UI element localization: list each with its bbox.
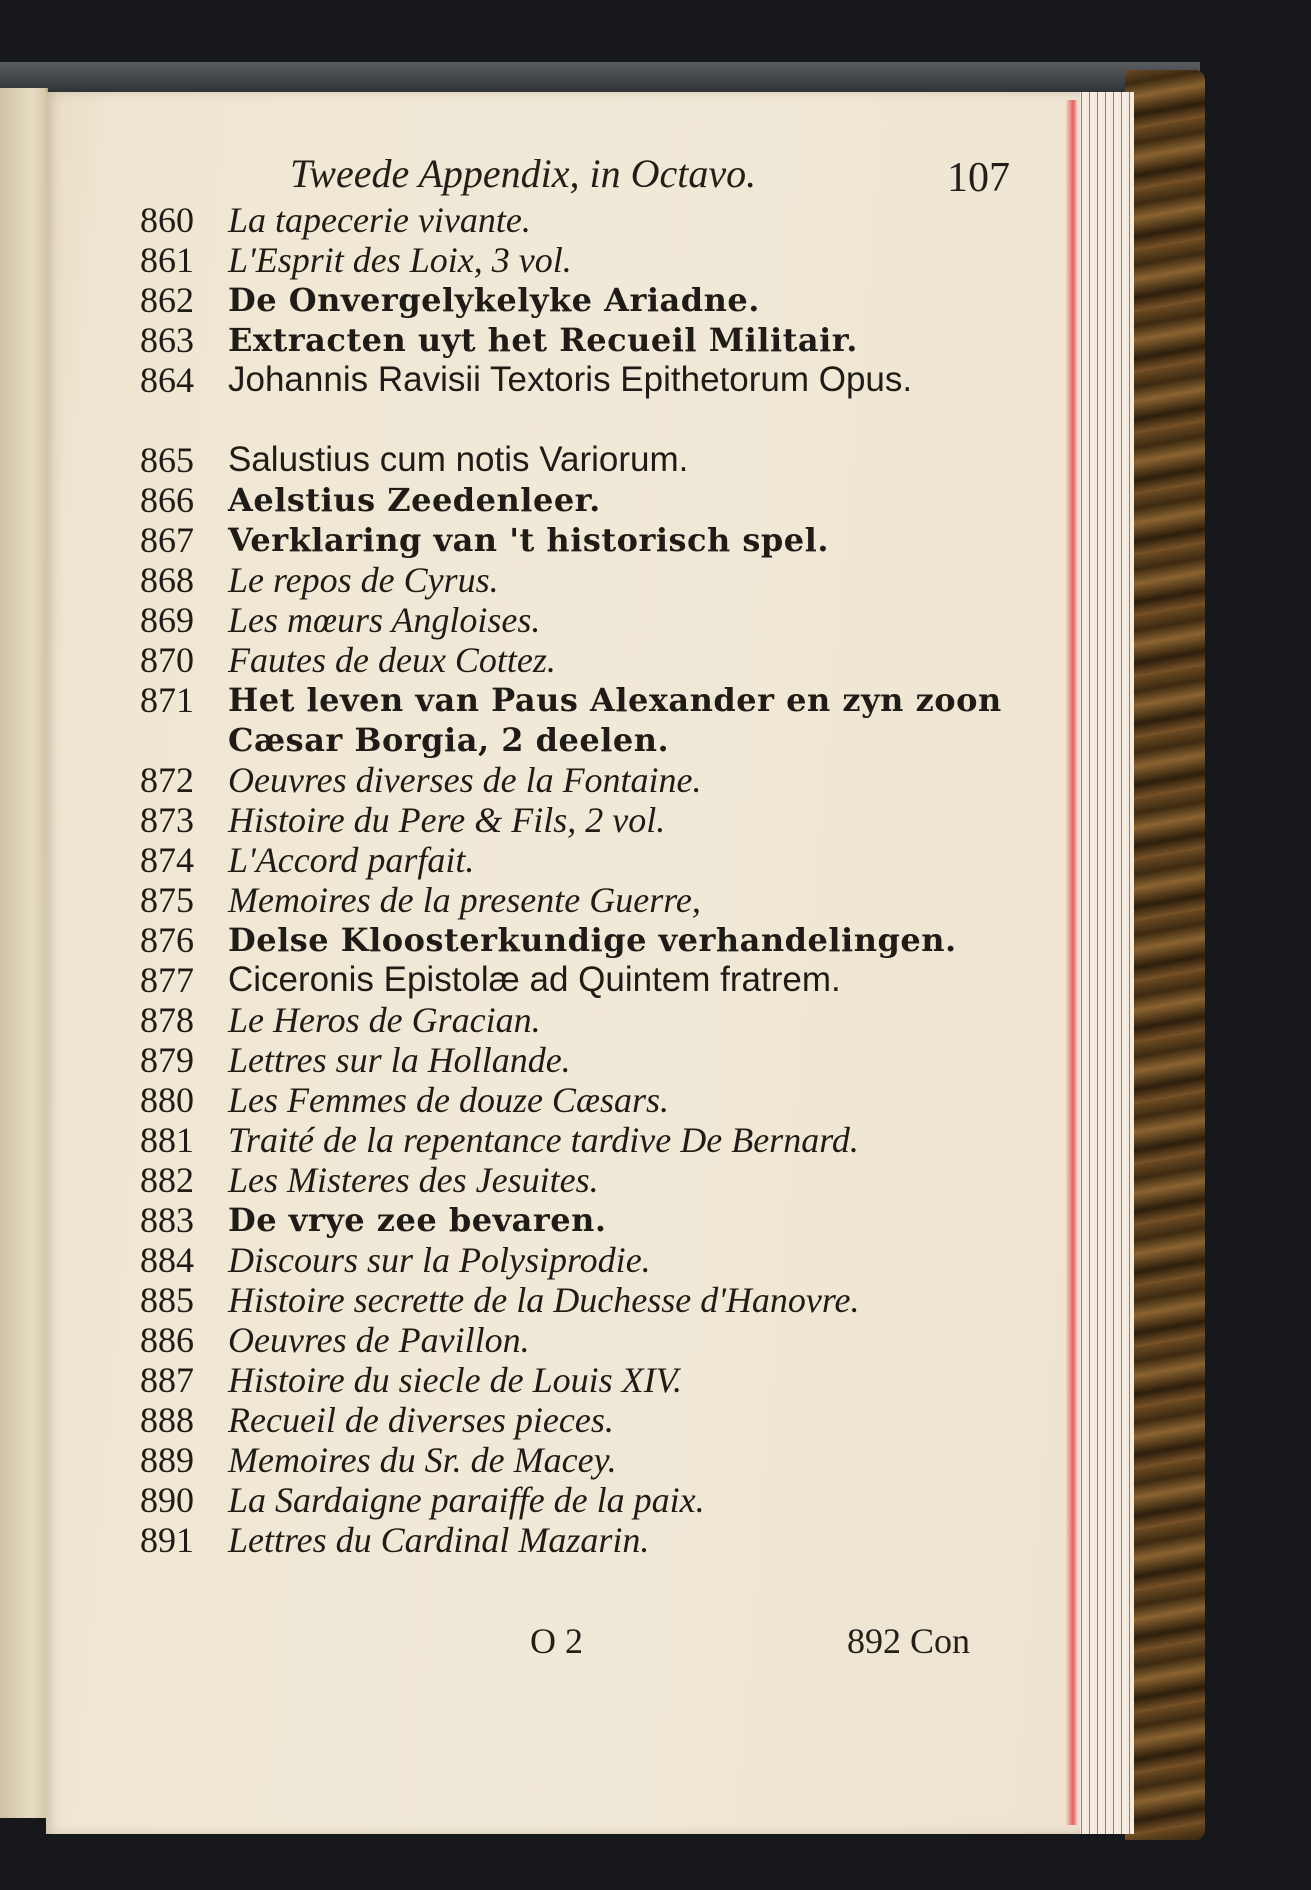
list-item [140,480,1020,520]
page-number: 107 [947,155,1010,201]
entry-title: Johannis Ravisii Textoris Epithetorum Opus. [228,360,913,399]
entry-title: L'Accord parfait. [228,840,475,880]
list-item [140,960,1020,1000]
entry-number: 862 [140,280,194,320]
list-item [140,320,1020,360]
entry-title: Delse Kloosterkundige verhandelingen. [228,921,957,959]
list-item [140,840,1020,880]
entry-number: 889 [140,1440,194,1480]
facing-page-edge [0,88,48,1818]
entry-title: Discours sur la Polysiprodie. [228,1240,651,1280]
page-fore-edge [1066,100,1078,1825]
entry-number: 885 [140,1280,194,1320]
entry-title: Ciceronis Epistolæ ad Quintem fratrem. [228,960,841,999]
entry-title: Het leven van Paus Alexander en zyn zoon Cæsar Borgia, 2 deelen. [228,681,1002,759]
entry-number: 888 [140,1400,194,1440]
entry-title: Recueil de diverses pieces. [228,1400,614,1440]
list-item [140,760,1020,800]
entry-title: Oeuvres de Pavillon. [228,1320,530,1360]
entry-title: Le repos de Cyrus. [228,560,499,600]
entry-title: Verklaring van 't historisch spel. [228,521,829,559]
list-item [140,520,1020,560]
list-item [140,1520,1020,1560]
entry-number: 877 [140,960,194,1000]
entry-title: Le Heros de Gracian. [228,1000,541,1040]
entry-number: 864 [140,360,194,400]
list-item [140,360,1020,440]
entry-title: Lettres du Cardinal Mazarin. [228,1520,650,1560]
red-page-edges [1078,92,1134,1834]
entry-number: 873 [140,800,194,840]
entry-number: 876 [140,920,194,960]
entry-number: 879 [140,1040,194,1080]
entry-number: 884 [140,1240,194,1280]
entry-title: Memoires de la presente Guerre, [228,880,701,920]
list-item [140,1400,1020,1440]
list-item [140,200,1020,240]
entry-title: Les mœurs Angloises. [228,600,541,640]
entry-title: Extracten uyt het Recueil Militair. [228,321,858,359]
entry-number: 890 [140,1480,194,1520]
list-item [140,920,1020,960]
entry-title: Lettres sur la Hollande. [228,1040,571,1080]
list-item [140,1120,1020,1160]
list-item [140,600,1020,640]
entry-number: 860 [140,200,194,240]
entry-number: 866 [140,480,194,520]
entry-number: 861 [140,240,194,280]
entry-number: 868 [140,560,194,600]
entry-number: 886 [140,1320,194,1360]
entry-title: L'Esprit des Loix, 3 vol. [228,240,572,280]
entry-title: La Sardaigne paraiffe de la paix. [228,1480,705,1520]
entry-title: La tapecerie vivante. [228,200,531,240]
entry-title: Salustius cum notis Variorum. [228,440,689,479]
entry-title: Memoires du Sr. de Macey. [228,1440,617,1480]
list-item [140,800,1020,840]
list-item [140,1200,1020,1240]
entry-number: 883 [140,1200,194,1240]
list-item [140,880,1020,920]
list-item [140,1320,1020,1360]
entry-number: 887 [140,1360,194,1400]
catchword: 892 Con [846,1621,970,1661]
entry-title: Fautes de deux Cottez. [228,640,556,680]
entry-title: De vrye zee bevaren. [228,1201,607,1239]
list-item [140,1360,1020,1400]
entry-number: 880 [140,1080,194,1120]
entry-number: 891 [140,1520,194,1560]
entry-number: 874 [140,840,194,880]
book-cover-edge [0,62,1200,92]
entry-title: Histoire secrette de la Duchesse d'Hanovre. [228,1280,860,1320]
entry-title: Oeuvres diverses de la Fontaine. [228,760,702,800]
signature-mark: O 2 [530,1621,583,1661]
entry-title: Histoire du Pere & Fils, 2 vol. [228,800,666,840]
list-item [140,640,1020,680]
list-item [140,1080,1020,1120]
entry-number: 882 [140,1160,194,1200]
entry-number: 870 [140,640,194,680]
running-head-title: Tweede Appendix, in Octavo. [290,151,757,196]
entry-number: 881 [140,1120,194,1160]
entry-title: De Onvergelykelyke Ariadne. [228,281,760,319]
list-item [140,1040,1020,1080]
entry-number: 865 [140,440,194,480]
list-item [140,680,1020,760]
entry-title: Les Femmes de douze Cæsars. [228,1080,669,1120]
entry-number: 875 [140,880,194,920]
entry-number: 867 [140,520,194,560]
catalogue-list [140,200,1020,1560]
list-item [140,560,1020,600]
entry-title: Histoire du siecle de Louis XIV. [228,1360,682,1400]
entry-number: 872 [140,760,194,800]
list-item [140,1240,1020,1280]
entry-number: 878 [140,1000,194,1040]
entry-number: 871 [140,680,194,720]
entry-title: Aelstius Zeedenleer. [228,481,601,519]
entry-number: 863 [140,320,194,360]
list-item [140,440,1020,480]
list-item [140,1000,1020,1040]
list-item [140,1480,1020,1520]
page-footer [530,1620,1010,1670]
entry-title: Traité de la repentance tardive De Bernard. [228,1120,859,1160]
list-item [140,1160,1020,1200]
marbled-cover [1125,70,1205,1840]
list-item [140,1280,1020,1320]
list-item [140,1440,1020,1480]
list-item [140,240,1020,280]
entry-number: 869 [140,600,194,640]
list-item [140,280,1020,320]
entry-title: Les Misteres des Jesuites. [228,1160,599,1200]
